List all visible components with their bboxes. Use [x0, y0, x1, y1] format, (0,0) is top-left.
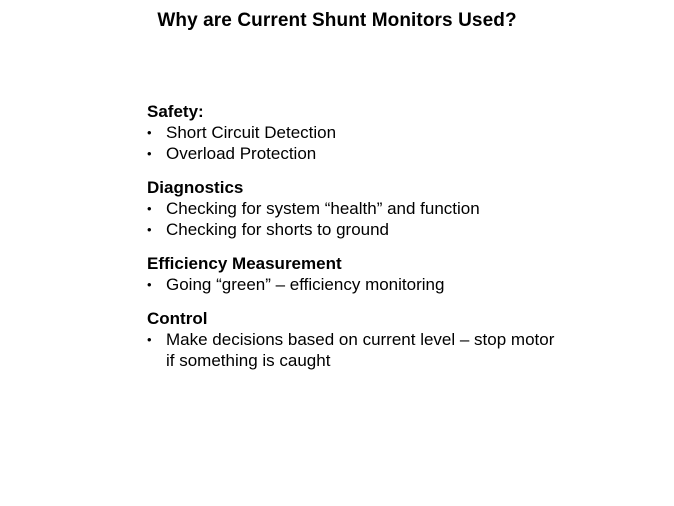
- section-heading: Control: [147, 309, 208, 328]
- bullet-icon: •: [147, 332, 152, 347]
- bullet-list: [147, 122, 567, 164]
- bullet-item: [147, 143, 567, 164]
- bullet-icon: •: [147, 277, 152, 292]
- bullet-text: Make decisions based on current level – stop motor if something is caught: [166, 330, 555, 370]
- bullet-text: Going “green” – efficiency monitoring: [166, 275, 445, 294]
- section-safety: [147, 102, 567, 164]
- bullet-text: Checking for system “health” and function: [166, 199, 480, 218]
- section-efficiency-measurement: [147, 254, 567, 295]
- section-diagnostics: [147, 178, 567, 240]
- bullet-text: Overload Protection: [166, 144, 317, 163]
- bullet-icon: •: [147, 125, 152, 140]
- bullet-list: [147, 198, 567, 240]
- bullet-icon: •: [147, 222, 152, 237]
- slide-content: [147, 102, 567, 385]
- bullet-text: Short Circuit Detection: [166, 123, 337, 142]
- section-control: [147, 309, 567, 371]
- bullet-icon: •: [147, 201, 152, 216]
- bullet-item: [147, 329, 567, 371]
- bullet-icon: •: [147, 146, 152, 161]
- section-heading: Efficiency Measurement: [147, 254, 342, 273]
- bullet-list: [147, 329, 567, 371]
- bullet-list: [147, 274, 567, 295]
- bullet-item: [147, 198, 567, 219]
- section-heading: Diagnostics: [147, 178, 244, 197]
- bullet-item: [147, 122, 567, 143]
- bullet-text: Checking for shorts to ground: [166, 220, 390, 239]
- bullet-item: [147, 219, 567, 240]
- section-heading: Safety:: [147, 102, 204, 121]
- bullet-item: [147, 274, 567, 295]
- slide-title: Why are Current Shunt Monitors Used?: [157, 10, 517, 31]
